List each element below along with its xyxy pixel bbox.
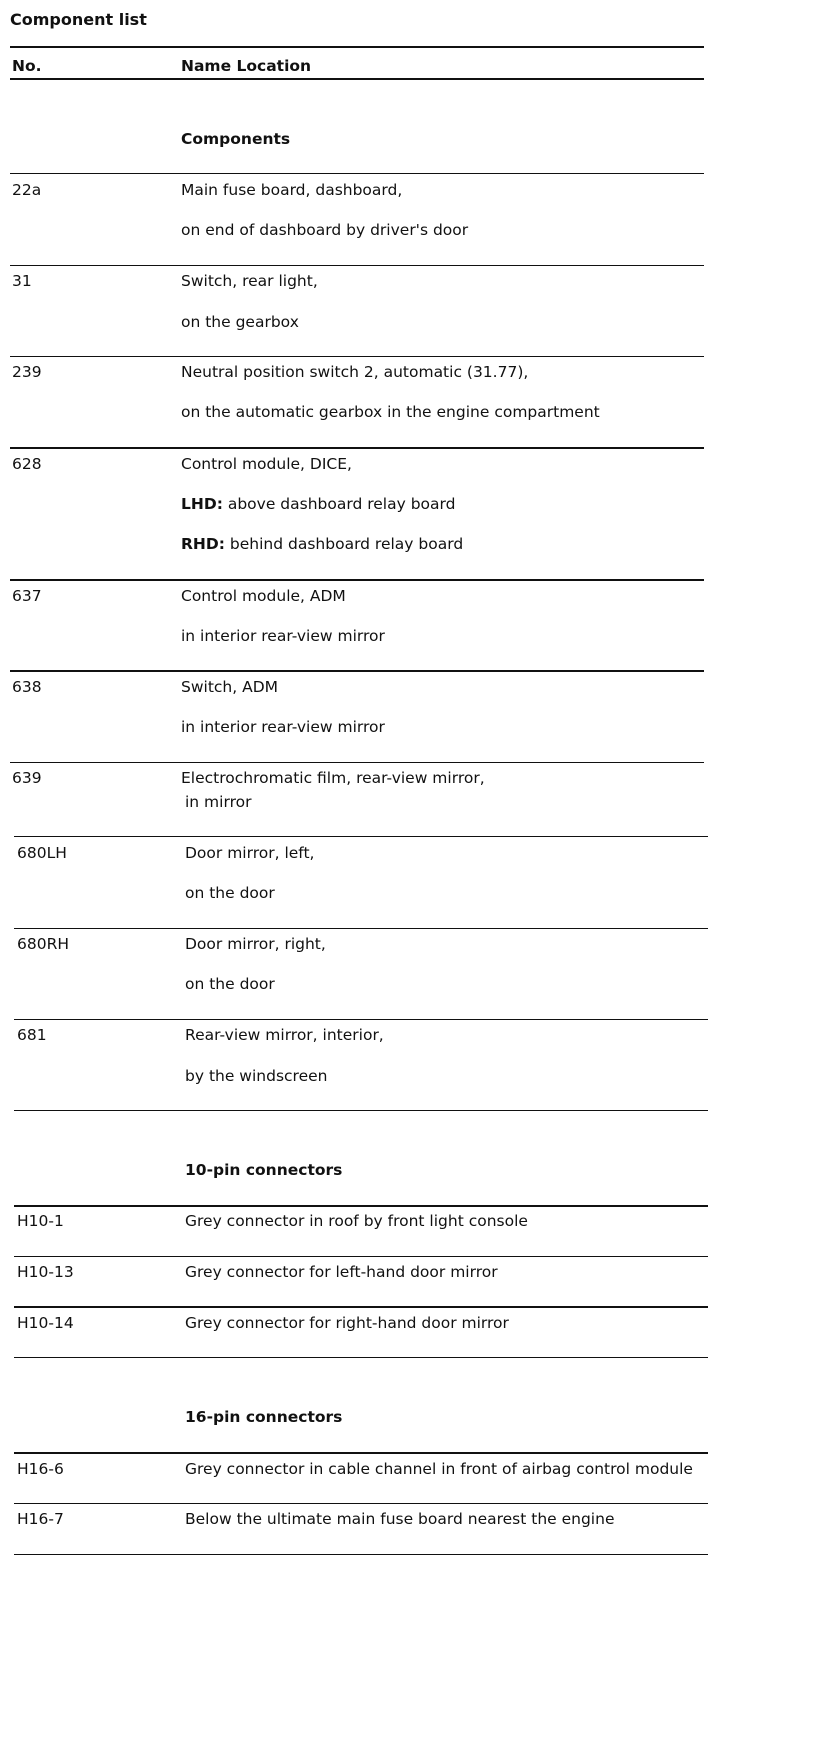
row-name: Control module, DICE, — [181, 455, 352, 473]
row-separator — [14, 1306, 708, 1308]
rhd-text: behind dashboard relay board — [224, 535, 464, 553]
row-number: H10-1 — [17, 1212, 64, 1230]
header-bottom-rule — [10, 78, 704, 80]
row-number: H16-7 — [17, 1510, 64, 1528]
section-end-rule — [14, 1357, 708, 1358]
row-name: Door mirror, right, — [185, 935, 326, 953]
row-location: in interior rear-view mirror — [181, 627, 385, 645]
row-name: Neutral position switch 2, automatic (31.77), — [181, 363, 529, 381]
rhd-label: RHD: — [181, 535, 225, 553]
row-location: on the gearbox — [181, 313, 299, 331]
row-separator — [10, 447, 704, 449]
row-name: Electrochromatic film, rear-view mirror, — [181, 769, 485, 787]
table-bottom-rule — [14, 1554, 708, 1555]
section-end-rule — [14, 1110, 708, 1111]
row-number: 239 — [12, 363, 42, 381]
row-number: H10-13 — [17, 1263, 74, 1281]
header-name-location: Name Location — [181, 57, 312, 75]
row-separator — [14, 1256, 708, 1257]
row-separator — [10, 265, 704, 266]
row-separator — [14, 1019, 708, 1020]
header-no: No. — [12, 57, 42, 75]
row-name: Grey connector in cable channel in front of airbag control module — [185, 1460, 693, 1478]
section-heading-components: Components — [181, 130, 291, 148]
row-number: 681 — [17, 1026, 47, 1044]
row-name: Rear-view mirror, interior, — [185, 1026, 384, 1044]
row-name: Switch, rear light, — [181, 272, 318, 290]
row-location: in interior rear-view mirror — [181, 718, 385, 736]
row-number: 31 — [12, 272, 32, 290]
row-number: 637 — [12, 587, 42, 605]
row-separator — [10, 670, 704, 672]
row-separator — [14, 836, 708, 837]
section-heading-10-pin: 10-pin connectors — [185, 1161, 343, 1179]
row-location: in mirror — [185, 793, 252, 811]
table-top-rule — [10, 46, 704, 48]
row-number: 628 — [12, 455, 42, 473]
section-heading-16-pin: 16-pin connectors — [185, 1408, 343, 1426]
row-location: on the door — [185, 975, 275, 993]
row-number: 639 — [12, 769, 42, 787]
lhd-label: LHD: — [181, 495, 223, 513]
row-separator — [14, 928, 708, 929]
row-name: Door mirror, left, — [185, 844, 315, 862]
row-number: 638 — [12, 678, 42, 696]
row-number: H16-6 — [17, 1460, 64, 1478]
lhd-text: above dashboard relay board — [222, 495, 456, 513]
row-separator — [10, 762, 704, 763]
row-name: Main fuse board, dashboard, — [181, 181, 403, 199]
document-title: Component list — [10, 10, 147, 29]
row-separator — [14, 1503, 708, 1504]
row-separator — [10, 173, 704, 174]
row-name: Control module, ADM — [181, 587, 346, 605]
row-number: 22a — [12, 181, 42, 199]
row-name: Below the ultimate main fuse board nearest the engine — [185, 1510, 615, 1528]
row-location: on the automatic gearbox in the engine compartment — [181, 403, 600, 421]
row-separator — [14, 1452, 708, 1454]
row-separator — [14, 1205, 708, 1207]
row-name: Grey connector for left-hand door mirror — [185, 1263, 498, 1281]
row-location: on end of dashboard by driver's door — [181, 221, 469, 239]
row-name: Grey connector in roof by front light console — [185, 1212, 528, 1230]
row-location-rhd — [181, 535, 463, 554]
row-number: H10-14 — [17, 1314, 74, 1332]
row-number: 680RH — [17, 935, 70, 953]
row-location: by the windscreen — [185, 1067, 328, 1085]
row-location: on the door — [185, 884, 275, 902]
row-separator — [10, 356, 704, 357]
row-name: Grey connector for right-hand door mirror — [185, 1314, 509, 1332]
row-number: 680LH — [17, 844, 67, 862]
row-location-lhd — [181, 495, 455, 514]
row-name: Switch, ADM — [181, 678, 279, 696]
row-separator — [10, 579, 704, 581]
